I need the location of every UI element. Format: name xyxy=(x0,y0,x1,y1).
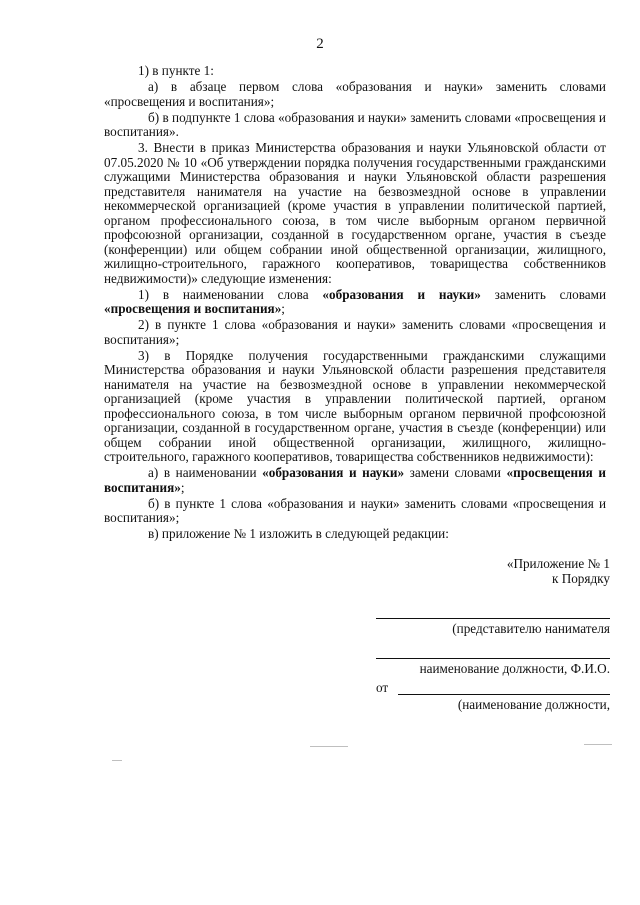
blank-line-2 xyxy=(376,642,610,659)
change-3a-new-words: «просвещения и воспитания» xyxy=(104,465,606,495)
appendix-header-form xyxy=(376,556,610,712)
paragraph-subitem-b: б) в подпункте 1 слова «образования и науки» заменить словами «просвещения и воспитания». xyxy=(104,109,606,139)
change-3a-old-words: «образования и науки» xyxy=(262,465,405,480)
paragraph-change-3a xyxy=(104,466,606,495)
scan-artifact xyxy=(584,744,612,745)
paragraph-section-3: 3. Внести в приказ Министерства образования и науки Ульяновской области от 07.05.2020 № 10 «Об утверждении порядка получения государственными гражданскими служащими Министерства образования и науки Ульяновской области разрешения представителя нанимателя на участие на безвозмездной основе в управлении некоммерческой организацией (кроме участия в управлении политической партией, органом профессионального союза, в том числе выборным органом первичной профсоюзной организации, созданной в государственном органе, участия в съезде (конференции) или общем собрании иной общественной организации, жилищного, жилищно-строительного, гаражного кооперативов, товарищества собственников недвижимости)» следующие изменения: xyxy=(104,140,606,286)
page-number: 2 xyxy=(316,36,324,52)
change-3a-suffix: ; xyxy=(180,479,185,495)
change-3a-prefix: а) в наименовании xyxy=(148,465,263,480)
appendix-title: «Приложение № 1 xyxy=(506,556,610,571)
change-1-old-words: «образования и науки» xyxy=(322,286,481,302)
scan-artifact xyxy=(310,746,348,747)
caption-position-name: наименование должности, Ф.И.О. xyxy=(419,661,610,676)
paragraph-item-1: 1) в пункте 1: xyxy=(138,63,214,78)
change-1-prefix: 1) в наименовании слова xyxy=(138,286,323,302)
paragraph-change-1 xyxy=(104,288,606,317)
paragraph-change-3b: б) в пункте 1 слова «образования и науки» заменить словами «просвещения и воспитания»; xyxy=(104,495,606,525)
from-label: от xyxy=(376,680,389,695)
blank-line-1 xyxy=(376,602,610,619)
change-1-middle: заменить словами xyxy=(480,286,607,302)
paragraph-change-3c: в) приложение № 1 изложить в следующей редакции: xyxy=(148,526,449,541)
paragraph-subitem-a: а) в абзаце первом слова «образования и науки» заменить словами «просвещения и воспитания»; xyxy=(104,79,606,109)
caption-employer-representative: (представителю нанимателя xyxy=(452,621,610,636)
caption-applicant-position: (наименование должности, xyxy=(457,697,610,712)
change-1-suffix: ; xyxy=(281,301,285,316)
scan-artifact xyxy=(112,760,122,761)
change-3a-middle: замени словами xyxy=(404,465,507,480)
appendix-subtitle: к Порядку xyxy=(551,571,610,586)
document-body xyxy=(104,64,606,543)
from-row xyxy=(376,680,610,695)
paragraph-change-3: 3) в Порядке получения государственными гражданскими служащими Министерства образования и науки Ульяновской области разрешения представителя нанимателя на участие на безвозмездной основе в управлении некоммерческой организацией (кроме участия в управлении политической партией, органом профессионального союза, в том числе выборным органом первичной профсоюзной организации, созданной в государственном органе, участия в съезде (конференции) или общем собрании иной общественной организации, жилищного, жилищно-строительного, гаражного кооперативов, товарищества собственников недвижимости): xyxy=(104,347,606,464)
paragraph-change-2: 2) в пункте 1 слова «образования и науки» заменить словами «просвещения и воспитания»; xyxy=(104,317,606,347)
change-1-new-words: «просвещения и воспитания» xyxy=(104,301,282,316)
blank-line-3 xyxy=(398,680,610,695)
